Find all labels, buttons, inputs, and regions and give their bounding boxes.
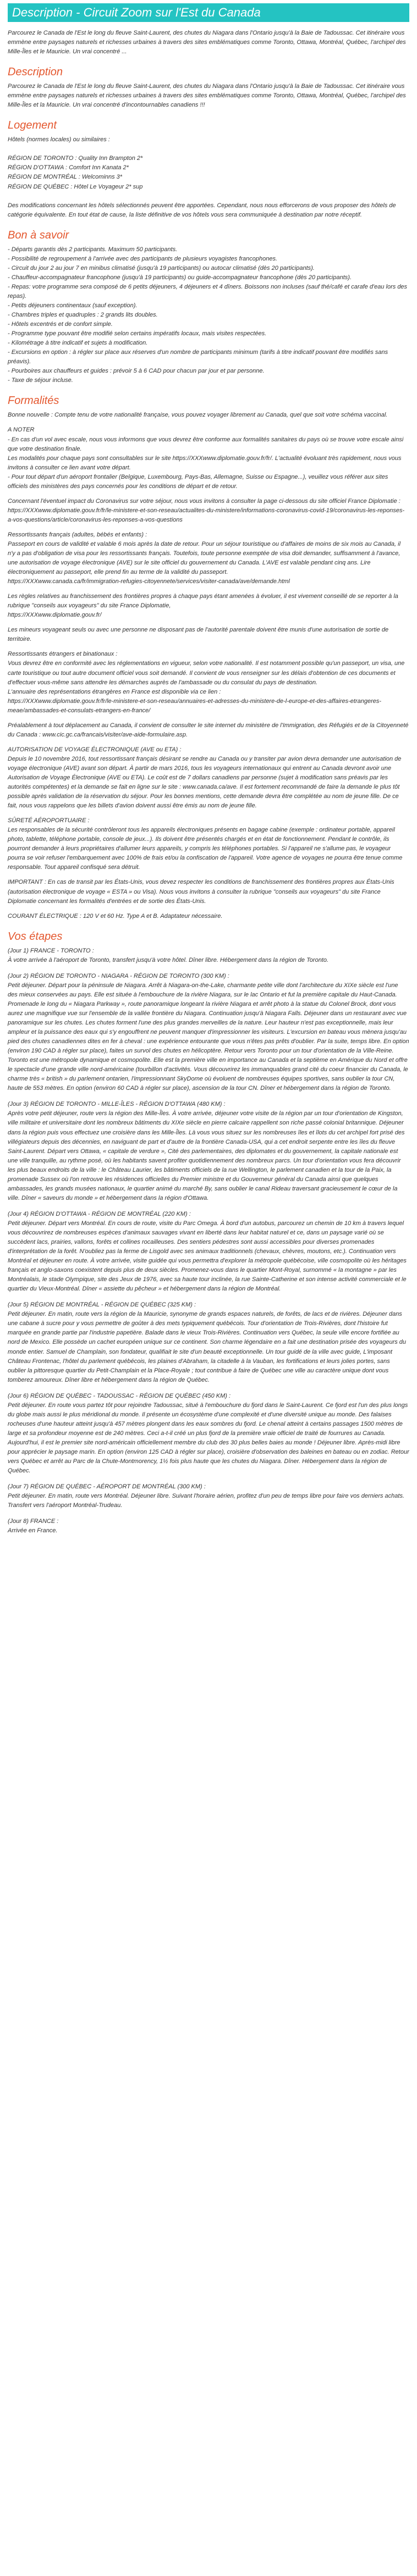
bon-a-savoir-item: - Circuit du jour 2 au jour 7 en minibus climatisé (jusqu'à 19 participants) ou autocar climatisé (dès 20 participants). bbox=[8, 264, 315, 272]
logement-line: Des modifications concernant les hôtels sélectionnés peuvent être apportées. Cependant, nous nous efforcerons de vous proposer des hôtels de catégorie équivalente. En tout état de cause, la liste définitive de vos hôtels vous sera communiquée à destination par notre réceptif. bbox=[8, 202, 396, 218]
formalites-paragraph: Bonne nouvelle : Compte tenu de votre nationalité française, vous pouvez voyager librement au Canada, quel que soit votre schéma vaccinal. bbox=[8, 412, 388, 419]
bon-a-savoir-item: - Excursions en option : à régler sur place aux réserves d'un nombre de participants minimum (tarifs à titre indicatif pouvant être modifiés sans préavis). bbox=[8, 349, 388, 365]
bon-a-savoir-item: - Départs garantis dès 2 participants. Maximum 50 participants. bbox=[8, 246, 178, 253]
etape-title: (Jour 2) RÉGION DE TORONTO - NIAGARA - RÉGION DE TORONTO (300 KM) : bbox=[8, 972, 229, 979]
etape-description: Après votre petit déjeuner, route vers la région des Mille-Îles. À votre arrivée, déjeuner votre visite de la région par un tour d'orientation de Kingston, ville militaire et universitaire dont les nombreux bâtiments du XIXe siècle en pierre calcaire rappellent son riche passé colonial britannique. Déjeuner dans la région puis vous effectuez une croisière dans les Mille-Îles. Là vous vous situez sur les nombreuses îles et îlots du cet archipel fort prisé des villégiateurs depuis des décennies, en naviguant de part et d'autre de la frontière Canada-USA, qui a cet endroit serpente entre les îles du fleuve Saint-Laurent. Départ vers Ottawa, « capitale de verdure », Cité des parlementaires, des diplomates et du gouvernement, la capitale nationale est une ville tranquille, au rythme posé, où les habitants savent profiter quotidiennement des nombreux parcs. Un tour d'orientation vous fera découvrir les plus beaux endroits de la ville : le Château Laurier, les bâtiments officiels de la rue Wellington, le parlement canadien et la tour de la Paix, la promenade Sussex où l'on retrouve les résidences officielles du Premier ministre et du Gouverneur général du Canada ainsi que quelques ambassades, les grands musées nationaux, le quartier animé du marché By, sans oublier le canal Rideau traversant gracieusement le cœur de la ville. Dîner « saveurs du monde » et hébergement dans la région d'Ottawa. bbox=[8, 1110, 405, 1201]
formalites-paragraph: Préalablement à tout déplacement au Canada, il convient de consulter le site internet du ministère de l'Immigration, des Réfugiés et de la Citoyenneté du Canada : www.cic.gc.ca/francais/visiter/ave-aide-formulaire.asp. bbox=[8, 722, 409, 738]
formalites-paragraph: COURANT ÉLECTRIQUE : 120 V et 60 Hz. Type A et B. Adaptateur nécessaire. bbox=[8, 912, 223, 919]
etape-description: Petit déjeuner. Départ vers Montréal. En cours de route, visite du Parc Omega. À bord d'un autobus, parcourez un chemin de 10 km à travers lequel vous découvrirez de nombreuses espèces d'animaux sauvages vivant en liberté dans leur habitat naturel et ce, dans un paysage varié où se succèdent lacs, prairies, vallons, forêts et collines rocailleuses. Des sentiers pédestres sont aussi accessibles pour diverses promenades d'interprétation de la forêt. N'oubliez pas la ferme de Lisgold avec ses animaux traditionnels (chevaux, chèvres, moutons, etc.). Continuation vers Montréal et déjeuner en route. À votre arrivée, visite guidée qui vous permettra d'explorer la métropole québécoise, ville cosmopolite où les héritages français et anglo-saxons coexistent depuis plus de deux siècles. Promenez-vous dans le quartier Mont-Royal, surnommé « la montagne » par les Montréalais, le stade Olympique, site des Jeux de 1976, avec sa haute tour inclinée, la rue Sainte-Catherine et son intense activité commerciale et le quartier du Vieux-Montréal. Dîner « assiette du pêcheur » et hébergement dans la région de Montréal. bbox=[8, 1220, 407, 1293]
bon-a-savoir-list bbox=[8, 245, 409, 386]
etape-description: Petit déjeuner. En matin, route vers la région de la Mauricie, synonyme de grands espaces naturels, de forêts, de lacs et de rivières. Déjeuner dans une cabane à sucre pour y vous permettre de goûter à des mets typiquement québécois. Tour d'orientation de Trois-Rivières, dont l'histoire fut marquée en grande partie par l'industrie papetière. Balade dans le vieux Trois-Rivières. Continuation vers Québec, la seule ville encore fortifiée au nord de Mexico. Elle possède un cachet européen unique sur ce continent. Son charme légendaire en a fait une destination prisée des voyageurs du monde entier. Samuel de Champlain, son fondateur, qualifiait le site d'un beauté exceptionnelle. Un tour guidé de la ville avec guide, L'imposant Château Frontenac, l'hôtel du parlement québécois, les plaines d'Abraham, la citadelle à la Vauban, les fortifications et leurs jolies portes, sans oublier la pittoresque quartier du Petit-Champlain et la Place-Royale ; tout contribue à faire de Québec une ville au caractère unique dont vous tomberez amoureux. Dîner libre et hébergement dans la région de Québec. bbox=[8, 1311, 407, 1383]
logement-list bbox=[8, 135, 409, 219]
etapes-section bbox=[8, 946, 409, 1536]
etape-title: (Jour 6) RÉGION DE QUÉBEC - TADOUSSAC - RÉGION DE QUÉBEC (450 KM) : bbox=[8, 1392, 231, 1399]
bon-a-savoir-item: - Possibilité de regroupement à l'arrivée avec des participants de plusieurs voyagistes francophones. bbox=[8, 255, 278, 262]
formalites-paragraph: Ressortissants français (adultes, bébés et enfants) : Passeport en cours de validité et valable 6 mois après la date de retour. Pour un séjour touristique ou d'affaires de moins de six mois au Canada, il n'y a pas d'obligation de visa pour les ressortissants français. Toutefois, toute personne exemptée de visa doit demander, suffisamment à l'avance, une autorisation de voyage électronique (AVE) sur le site officiel du gouvernement du Canada. L'AVE est valable pendant cinq ans. Lire électroniquement au passeport, elle prend fin au terme de la validité du passeport. https://XXXwww.canada.ca/fr/immigration-refugies-citoyennete/services/visiter-canada/ave/demande.html bbox=[8, 531, 401, 585]
etape-title: (Jour 3) RÉGION DE TORONTO - MILLE-ÎLES - RÉGION D'OTTAWA (480 KM) : bbox=[8, 1101, 226, 1108]
etape-title: (Jour 4) RÉGION D'OTTAWA - RÉGION DE MONTRÉAL (220 KM) : bbox=[8, 1210, 191, 1217]
logement-line: RÉGION DE QUÉBEC : Hôtel Le Voyageur 2* sup bbox=[8, 183, 143, 190]
bon-a-savoir-item: - Hôtels excentrés et de confort simple. bbox=[8, 321, 113, 328]
page-title-banner: Description - Circuit Zoom sur l'Est du Canada bbox=[8, 3, 409, 22]
logement-heading: Logement bbox=[8, 119, 57, 132]
formalites-paragraph: AUTORISATION DE VOYAGE ÉLECTRONIQUE (AVE ou ETA) : Depuis le 10 novembre 2016, tout ressortissant français désirant se rendre au Canada ou y transiter par avion devra demander une autorisation de voyage électronique (AVE) avant son départ. À partir de mars 2016, tous les voyageurs internationaux qui entrent au Canada devront avoir une Autorisation de Voyage Électronique (AVE ou ETA). Le coût est de 7 dollars canadiens par personne (sujet à modification sans préavis par les autorités compétentes) et la demande se fait en ligne sur le site : www.canada.ca/ave. Il est fortement recommandé de faire la demande le plus tôt possible après validation de la réservation du séjour. Pour les bonnes mentions, cette demande devra être complétée au nom de jeune fille. De ce fait, nous vous rappelons que les billets d'avion doivent aussi être émis au nom de jeune fille. bbox=[8, 746, 402, 810]
bon-a-savoir-item: - Programme type pouvant être modifié selon certains impératifs locaux, mais visites respectées. bbox=[8, 330, 267, 337]
etapes-heading: Vos étapes bbox=[8, 930, 63, 943]
logement-line: RÉGION D'OTTAWA : Comfort Inn Kanata 2* bbox=[8, 164, 129, 171]
logement-line bbox=[8, 145, 409, 154]
logement-line: RÉGION DE MONTRÉAL : Welcominns 3* bbox=[8, 174, 123, 181]
etape-description: Petit déjeuner. Départ pour la péninsule de Niagara. Arrêt à Niagara-on-the-Lake, charmante petite ville dont l'architecture du XIXe siècle est l'une des mieux conservées au pays. Elle est située à l'embouchure de la rivière Niagara, sur le lac Ontario et fut la première capitale du Haut-Canada. Promenade le long du « Niagara Parkway », route panoramique longeant la rivière Niagara et arrêt photo à la statue du Colonel Brock, dont vous aurez une magnifique vue sur l'ensemble de la vallée frontière du Niagara. Continuation jusqu'à Niagara Falls. Déjeuner dans un restaurant avec vue panoramique sur les chutes. Les chutes forment l'une des plus grandes merveilles de la nature. Leur hauteur n'est pas exceptionnelle, mais leur ampleur et la puissance des eaux qui s'y engouffrent ne peuvent manquer d'impressionner les visiteurs. L'excursion en bateau vous mènera jusqu'au pied des chutes canadiennes dites en fer à cheval : une expérience entourante que vous n'êtes pas prêts d'oublier. Par la suite, temps libre. En option (environ 190 CAD à régler sur place), faites un survol des chutes en hélicoptère. Retour vers Toronto pour un tour d'orientation de la Ville-Reine. Toronto est une métropole dynamique et cosmopolite. Elle est la première ville en importance au Canada et la septième en Amérique du Nord et offre le spectacle d'une grande ville nord-américaine (tourbillon d'activités. Vous découvrirez les immanquables grand cité du coeur financier du Canada, le charme très « british » du parlement ontarien, l'impressionnant SkyDome où évoluent de nombreuses équipes sportives, sans oublier la tour CN, haute de 553 mètres. En option (environ 60 CAD à régler sur place), ascension de la tour CN. Dîner et hébergement dans la région de Toronto. bbox=[8, 982, 409, 1092]
intro-text: Parcourez le Canada de l'Est le long du fleuve Saint-Laurent, des chutes du Niagara dans l'Ontario jusqu'à la Baie de Tadoussac. Cet itinéraire vous emmène entre paysages naturels et richesses urbaines à travers des sites emblématiques comme Toronto, Ottawa, Montréal, Québec, l'archipel des Mille-Îles et le Mauricie. Un vrai concentré ... bbox=[8, 30, 406, 56]
etape-title: (Jour 7) RÉGION DE QUÉBEC - AÉROPORT DE MONTRÉAL (300 KM) : bbox=[8, 1483, 206, 1491]
bon-a-savoir-item: - Chauffeur-accompagnateur francophone (jusqu'à 19 participants) ou guide-accompagnateur francophone (dès 20 participants). bbox=[8, 274, 352, 281]
formalites-paragraph: A NOTER - En cas d'un vol avec escale, nous vous informons que vous devrez être conforme aux formalités sanitaires du pays où se trouve votre escale ainsi que votre destination finale. Les modalités pour chaque pays sont consultables sur le site https://XXXwww.diplomatie.gouv.fr/fr/. L'actualité évoluant très rapidement, nous vous invitons à consulter ce lien avant votre départ. - Pour tout départ d'un aéroport frontalier (Belgique, Luxembourg, Pays-Bas, Allemagne, Suisse ou Espagne...), veuillez vous référer aux sites officiels des ministères des pays concernés pour les conditions de départ et de retour. bbox=[8, 426, 404, 490]
bon-a-savoir-item: - Kilométrage à titre indicatif et sujets à modification. bbox=[8, 340, 148, 347]
etape-title: (Jour 5) RÉGION DE MONTRÉAL - RÉGION DE QUÉBEC (325 KM) : bbox=[8, 1301, 196, 1309]
formalites-paragraph: Les mineurs voyageant seuls ou avec une personne ne disposant pas de l'autorité parentale doivent être munis d'une autorisation de sortie de territoire. bbox=[8, 627, 389, 643]
formalites-paragraph: Les règles relatives au franchissement des frontières propres à chaque pays étant amenées à évoluer, il est vivement conseillé de se reporter à la rubrique "conseils aux voyageurs" du site France Diplomatie, https://XXXwww.diplomatie.gouv.fr/ bbox=[8, 593, 398, 619]
etape-title: (Jour 1) FRANCE - TORONTO : bbox=[8, 947, 94, 954]
logement-line: Hôtels (normes locales) ou similaires : bbox=[8, 136, 110, 143]
bon-a-savoir-item: - Pourboires aux chauffeurs et guides : prévoir 5 à 6 CAD pour chacun par jour et par personne. bbox=[8, 368, 265, 375]
bon-a-savoir-item: - Chambres triples et quadruples : 2 grands lits doubles. bbox=[8, 312, 158, 319]
etape-description: Petit déjeuner. En route vous partez tôt pour rejoindre Tadoussac, situé à l'embouchure du fjord dans le Saint-Laurent. Ce fjord est l'un des plus longs du globe mais aussi le plus méridional du monde. Il présente un écosystème d'une complexité et d'une diversité unique au monde. Des falaises rocheuses d'une hauteur atteint jusqu'à 457 mètres plongent dans les eaux sombres du fjord. Le chenal atteint à certains passages 1500 mètres de large et sa profondeur moyenne est de 240 mètres. Ceci a-t-il créé un plus fjord de la première vraie officiel de traité de fourrures au Canada. Aujourd'hui, il est le premier site nord-américain officiellement membre du club des 30 plus belles baies au monde ! Déjeuner libre. Après-midi libre pour apprécier le paysage marin. En option (environ 125 CAD à régler sur place), croisière d'observation des baleines en bateau ou en zodiac. Retour vers Québec et arrêt au Parc de la Chute-Montmorency, 1½ fois plus haute que les chutes du Niagara. Dîner. Hébergement dans la région de Québec. bbox=[8, 1401, 409, 1475]
etape-description: Arrivée en France. bbox=[8, 1527, 58, 1534]
page bbox=[0, 3, 417, 1555]
etape-description: À votre arrivée à l'aéroport de Toronto, transfert jusqu'à votre hôtel. Dîner libre. Hébergement dans la région de Toronto. bbox=[8, 956, 329, 963]
formalites-heading: Formalités bbox=[8, 395, 59, 407]
formalites-section bbox=[8, 411, 409, 921]
formalites-paragraph: SÛRETÉ AÉROPORTUAIRE : Les responsables de la sécurité contrôleront tous les appareils électroniques présents en bagage cabine (exemple : ordinateur portable, appareil photo, tablette, téléphone portable, console de jeux...). Ils doivent être présentés chargés et en état de fonctionnement. Pendant le contrôle, ils pourront demander à leurs propriétaires d'allumer leurs appareils, y compris les téléphones portables. Si l'appareil ne s'allume pas, le voyageur pourra se voir refuser l'embarquement avec 100% de frais et/ou la confiscation de l'appareil. Votre agence de voyages ne pourra être tenue comme responsable. Tout appareil confisqué sera détruit. bbox=[8, 817, 403, 871]
bon-a-savoir-heading: Bon à savoir bbox=[8, 229, 69, 241]
formalites-paragraph: IMPORTANT : En cas de transit par les États-Unis, vous devez respecter les conditions de franchissement des frontières propres aux États-Unis (autorisation électronique de voyage « ESTA » ou Visa). Nous vous invitons à consulter la rubrique "conseils aux voyageurs" du site France Diplomatie concernant les formalités d'entrées et de sortie des États-Unis. bbox=[8, 879, 394, 905]
etape-description: Petit déjeuner. En matin, route vers Montréal. Déjeuner libre. Suivant l'horaire aérien, profitez d'un peu de temps libre pour faire vos derniers achats. Transfert vers l'aéroport Montréal-Trudeau. bbox=[8, 1493, 405, 1509]
bon-a-savoir-item: - Taxe de séjour incluse. bbox=[8, 377, 73, 384]
etape-title: (Jour 8) FRANCE : bbox=[8, 1518, 59, 1525]
logement-line: RÉGION DE TORONTO : Quality Inn Brampton 2* bbox=[8, 155, 143, 162]
formalites-paragraph: Concernant l'éventuel impact du Coronavirus sur votre séjour, nous vous invitons à consulter la page ci-dessous du site officiel France Diplomatie : https://XXXwww.diplomatie.gouv.fr/fr/le-ministere-et-son-reseau/actualites-du-ministere/informations-coronavirus-covid-19/coronavirus-les-reponses-a-vos-questions/article/coronavirus-les-reponses-a-vos-questions bbox=[8, 497, 405, 523]
description-text: Parcourez le Canada de l'Est le long du fleuve Saint-Laurent, des chutes du Niagara dans l'Ontario jusqu'à la Baie de Tadoussac. Cet itinéraire vous emmène entre paysages naturels et richesses urbaines à travers des sites emblématiques comme Toronto, Ottawa, Montréal, Québec, l'archipel des Mille-Îles et la Mauricie. Un vrai concentré d'incontournables canadiens !!! bbox=[8, 83, 406, 109]
description-heading: Description bbox=[8, 66, 63, 79]
bon-a-savoir-item: - Repas: votre programme sera composé de 6 petits déjeuners, 4 déjeuners et 4 dîners. Boissons non incluses (sauf thé/café et carafe d'eau lors des repas). bbox=[8, 283, 408, 300]
formalites-paragraph: Ressortissants étrangers et binationaux : Vous devrez être en conformité avec les réglementations en vigueur, selon votre nationalité. Il est notamment possible qu'un passeport, un visa, une carte touristique ou tout autre document officiel vous soit demandé. Il convient de vous renseigner sur les délais d'obtention de ces documents et d'effectuer vous-même sans attendre les démarches auprès de l'ambassade ou du consulat du pays de destination. L'annuaire des représentations étrangères en France est disponible via ce lien : https://XXXwww.diplomatie.gouv.fr/fr/le-ministere-et-son-reseau/annuaires-et-adresses-du-ministere-de-l-europe-et-des-affaires-etrangeres-meae/ambassades-et-consulats-etrangers-en-france/ bbox=[8, 651, 405, 714]
bon-a-savoir-item: - Petits déjeuners continentaux (sauf exception). bbox=[8, 302, 138, 309]
logement-line bbox=[8, 192, 409, 201]
